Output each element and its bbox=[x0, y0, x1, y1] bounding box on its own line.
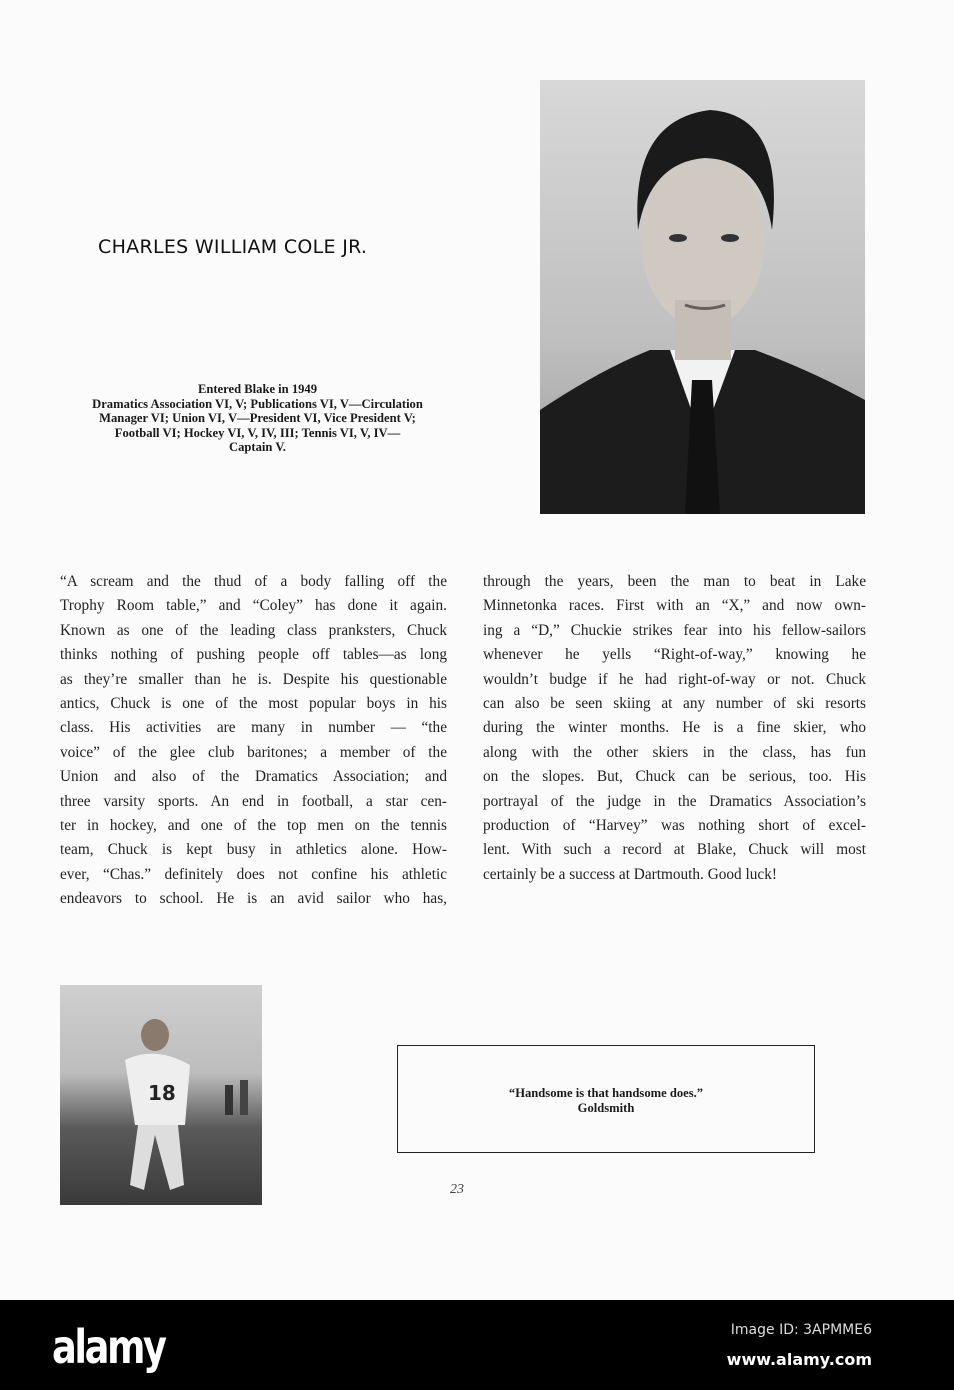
text-line: on the slopes. But, Chuck can be serious, too. His bbox=[483, 768, 866, 786]
text-line: along with the other skiers in the class, has fun bbox=[483, 743, 866, 761]
activities-line: Manager VI; Union VI, V—President VI, Vice President V; bbox=[99, 411, 416, 425]
text-line: voice” of the glee club baritones; a member of the bbox=[60, 743, 447, 761]
text-line: through the years, been the man to beat in Lake bbox=[483, 573, 866, 590]
activities-block bbox=[60, 382, 455, 455]
text-line: wouldn’t budge if he had right-of-way or not. Chuck bbox=[483, 670, 866, 688]
page-number: 23 bbox=[450, 1182, 464, 1197]
entered-line: Entered Blake in 1949 bbox=[197, 382, 318, 396]
text-line: three varsity sports. An end in football, a star cen- bbox=[60, 792, 447, 810]
text-line: endeavors to school. He is an avid sailor who has, bbox=[60, 890, 447, 908]
watermark-url[interactable]: www.alamy.com bbox=[726, 1350, 872, 1369]
image-id: Image ID: 3APMME6 bbox=[730, 1322, 872, 1338]
text-line: team, Chuck is kept busy in athletics alone. How- bbox=[60, 841, 447, 859]
text-line: Trophy Room table,” and “Coley” has done it again. bbox=[60, 597, 447, 615]
quote-author: Goldsmith bbox=[577, 1101, 635, 1115]
activities-line: Captain V. bbox=[229, 440, 286, 454]
text-line: class. His activities are many in number — “the bbox=[60, 719, 447, 737]
text-line: can also be seen skiing at any number of ski resorts bbox=[483, 694, 866, 712]
text-line: “A scream and the thud of a body falling off the bbox=[60, 573, 447, 590]
text-line: certainly be a success at Dartmouth. Good luck! bbox=[483, 865, 777, 883]
text-line: during the winter months. He is a fine skier, who bbox=[483, 719, 866, 737]
activities-line: Football VI; Hockey VI, V, IV, III; Tennis VI, V, IV— bbox=[114, 425, 401, 440]
football-action-photo bbox=[60, 985, 262, 1205]
alamy-logo: alamy bbox=[52, 1320, 165, 1374]
text-line: ever, “Chas.” definitely does not confine his athletic bbox=[60, 865, 447, 883]
text-line: thinks nothing of pushing people off tables—as long bbox=[60, 646, 447, 664]
text-line: as they’re smaller than he is. Despite his questionable bbox=[60, 670, 447, 688]
body-text-column-2 bbox=[483, 570, 866, 887]
body-text-column-1 bbox=[60, 570, 447, 911]
text-line: portrayal of the judge in the Dramatics Association’s bbox=[483, 792, 866, 810]
quote-text: “Handsome is that handsome does.” bbox=[508, 1086, 704, 1100]
text-line: ing a “D,” Chuckie strikes fear into his fellow-sailors bbox=[483, 621, 866, 639]
text-line: Minnetonka races. First with an “X,” and now own- bbox=[483, 597, 866, 615]
text-line: antics, Chuck is one of the most popular boys in his bbox=[60, 694, 447, 712]
text-line: Union and also of the Dramatics Association; and bbox=[60, 768, 447, 786]
text-line: Known as one of the leading class pranksters, Chuck bbox=[60, 621, 447, 639]
portrait-photo bbox=[540, 80, 865, 514]
text-line: lent. With such a record at Blake, Chuck will most bbox=[483, 841, 866, 859]
text-line: production of “Harvey” was nothing short of excel- bbox=[483, 816, 866, 834]
activities-line: Dramatics Association VI, V; Publications VI, V—Circulation bbox=[92, 396, 423, 411]
watermark-bar bbox=[0, 1300, 954, 1390]
text-line: whenever he yells “Right-of-way,” knowing he bbox=[483, 646, 866, 664]
text-line: ter in hockey, and one of the top men on the tennis bbox=[60, 816, 447, 834]
quote-box bbox=[397, 1045, 815, 1153]
page-title: CHARLES WILLIAM COLE JR. bbox=[98, 236, 368, 258]
jersey-number: 18 bbox=[148, 1081, 176, 1105]
